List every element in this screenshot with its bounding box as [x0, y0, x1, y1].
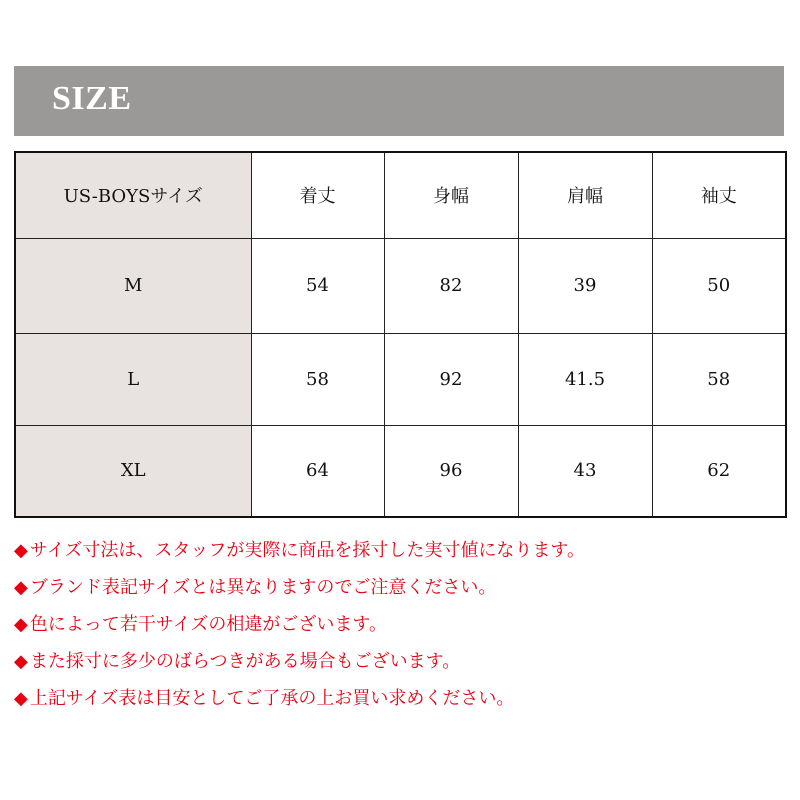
note-text: サイズ寸法は、スタッフが実際に商品を採寸した実寸値になります。 [29, 540, 585, 561]
header-size-label: US-BOYSサイズ [15, 152, 251, 238]
table-cell: 58 [652, 333, 786, 425]
table-cell: 92 [384, 333, 518, 425]
size-table [14, 151, 787, 518]
diamond-bullet-icon: ◆ [14, 577, 28, 598]
table-cell: 43 [518, 425, 652, 517]
table-row [15, 333, 786, 425]
note-item [14, 647, 784, 684]
diamond-bullet-icon: ◆ [14, 540, 28, 561]
note-item [14, 536, 784, 573]
table-cell: 54 [251, 238, 384, 333]
header-sleeve-length: 袖丈 [652, 152, 786, 238]
note-item [14, 610, 784, 647]
table-row [15, 425, 786, 517]
header-body-width: 身幅 [384, 152, 518, 238]
table-row [15, 238, 786, 333]
note-text: 色によって若干サイズの相違がございます。 [29, 614, 387, 635]
note-text: 上記サイズ表は目安としてご了承の上お買い求めください。 [29, 688, 515, 709]
size-title: SIZE [52, 80, 132, 117]
table-cell: 58 [251, 333, 384, 425]
diamond-bullet-icon: ◆ [14, 614, 28, 635]
table-cell: 39 [518, 238, 652, 333]
note-item [14, 573, 784, 610]
row-size-label: L [15, 333, 251, 425]
table-cell: 64 [251, 425, 384, 517]
row-size-label: M [15, 238, 251, 333]
note-text: また採寸に多少のばらつきがある場合もございます。 [29, 651, 461, 672]
note-text: ブランド表記サイズとは異なりますのでご注意ください。 [29, 577, 497, 598]
table-header-row [15, 152, 786, 238]
header-shoulder-width: 肩幅 [518, 152, 652, 238]
table-cell: 82 [384, 238, 518, 333]
diamond-bullet-icon: ◆ [14, 688, 28, 709]
diamond-bullet-icon: ◆ [14, 651, 28, 672]
table-cell: 96 [384, 425, 518, 517]
header-length: 着丈 [251, 152, 384, 238]
table-cell: 41.5 [518, 333, 652, 425]
size-notes [14, 536, 784, 721]
note-item [14, 684, 784, 721]
table-cell: 50 [652, 238, 786, 333]
table-cell: 62 [652, 425, 786, 517]
row-size-label: XL [15, 425, 251, 517]
